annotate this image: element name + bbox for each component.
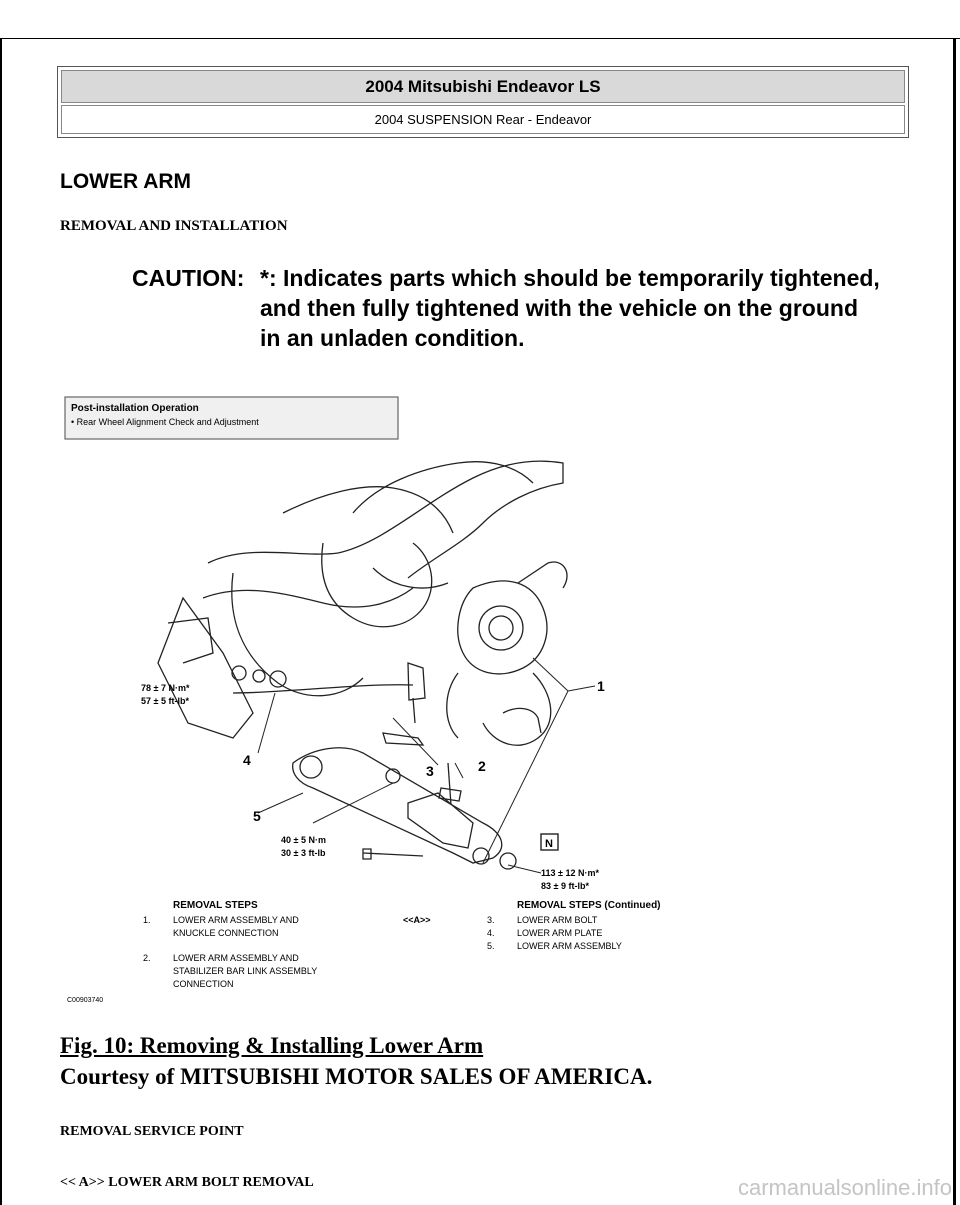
- torque-4-ftlb: 57 ± 5 ft-lb*: [141, 696, 189, 706]
- torque-3-ftlb: 83 ± 9 ft-lb*: [541, 881, 589, 891]
- torque-5-nm: 40 ± 5 N·m: [281, 835, 326, 845]
- step-4-number: 4.: [487, 928, 495, 938]
- document-header: [57, 66, 909, 138]
- section-title-bar: 2004 SUSPENSION Rear - Endeavor: [61, 105, 905, 134]
- callout-3: 3: [426, 763, 434, 779]
- callout-5: 5: [253, 808, 261, 824]
- figure-caption[interactable]: Fig. 10: Removing & Installing Lower Arm: [60, 1033, 484, 1058]
- step-2-number: 2.: [143, 953, 151, 963]
- callout-1: 1: [597, 678, 605, 694]
- step-3-number: 3.: [487, 915, 495, 925]
- service-mark: <<A>>: [403, 915, 431, 925]
- new-part-mark: N: [545, 838, 553, 850]
- figure-code: C00903740: [67, 997, 104, 1004]
- callout-2: 2: [478, 758, 486, 774]
- step-5-text: LOWER ARM ASSEMBLY: [517, 941, 622, 951]
- caution-label: CAUTION:: [132, 265, 245, 291]
- page-frame-left: [0, 38, 2, 1205]
- figure-courtesy: Courtesy of MITSUBISHI MOTOR SALES OF AMERICA.: [60, 1064, 653, 1089]
- torque-4-nm: 78 ± 7 N·m*: [141, 683, 190, 693]
- vehicle-title: 2004 Mitsubishi Endeavor LS: [61, 70, 905, 103]
- subheading: REMOVAL AND INSTALLATION: [60, 218, 288, 234]
- caution-text: *: Indicates parts which should be temporarily tightened, and then fully tightened with the vehicle on the ground in an unladen condition.: [260, 265, 880, 351]
- post-op-title: Post-installation Operation: [71, 403, 199, 414]
- step-1-number: 1.: [143, 915, 151, 925]
- page-frame-top: [0, 38, 960, 39]
- service-point-heading: REMOVAL SERVICE POINT: [60, 1124, 244, 1139]
- step-1-line-1: LOWER ARM ASSEMBLY AND: [173, 915, 299, 925]
- steps-title: REMOVAL STEPS: [173, 900, 258, 911]
- step-2-line-1: LOWER ARM ASSEMBLY AND: [173, 953, 299, 963]
- step-1-line-2: KNUCKLE CONNECTION: [173, 928, 279, 938]
- torque-5-ftlb: 30 ± 3 ft-lb: [281, 848, 326, 858]
- step-2-line-3: CONNECTION: [173, 979, 234, 989]
- suspension-drawing: [158, 461, 567, 869]
- page-title: LOWER ARM: [60, 170, 192, 193]
- bolt-removal-heading: << A>> LOWER ARM BOLT REMOVAL: [60, 1175, 314, 1190]
- torque-3-nm: 113 ± 12 N·m*: [541, 868, 599, 878]
- watermark: carmanualsonline.info: [737, 1175, 952, 1200]
- post-op-item: • Rear Wheel Alignment Check and Adjustment: [71, 417, 259, 427]
- step-5-number: 5.: [487, 941, 495, 951]
- step-2-line-2: STABILIZER BAR LINK ASSEMBLY: [173, 966, 318, 976]
- step-4-text: LOWER ARM PLATE: [517, 928, 603, 938]
- callout-4: 4: [243, 752, 251, 768]
- page-frame-right: [953, 38, 956, 1205]
- step-3-text: LOWER ARM BOLT: [517, 915, 598, 925]
- steps-cont-title: REMOVAL STEPS (Continued): [517, 900, 661, 911]
- lower-arm-diagram: [63, 393, 723, 1010]
